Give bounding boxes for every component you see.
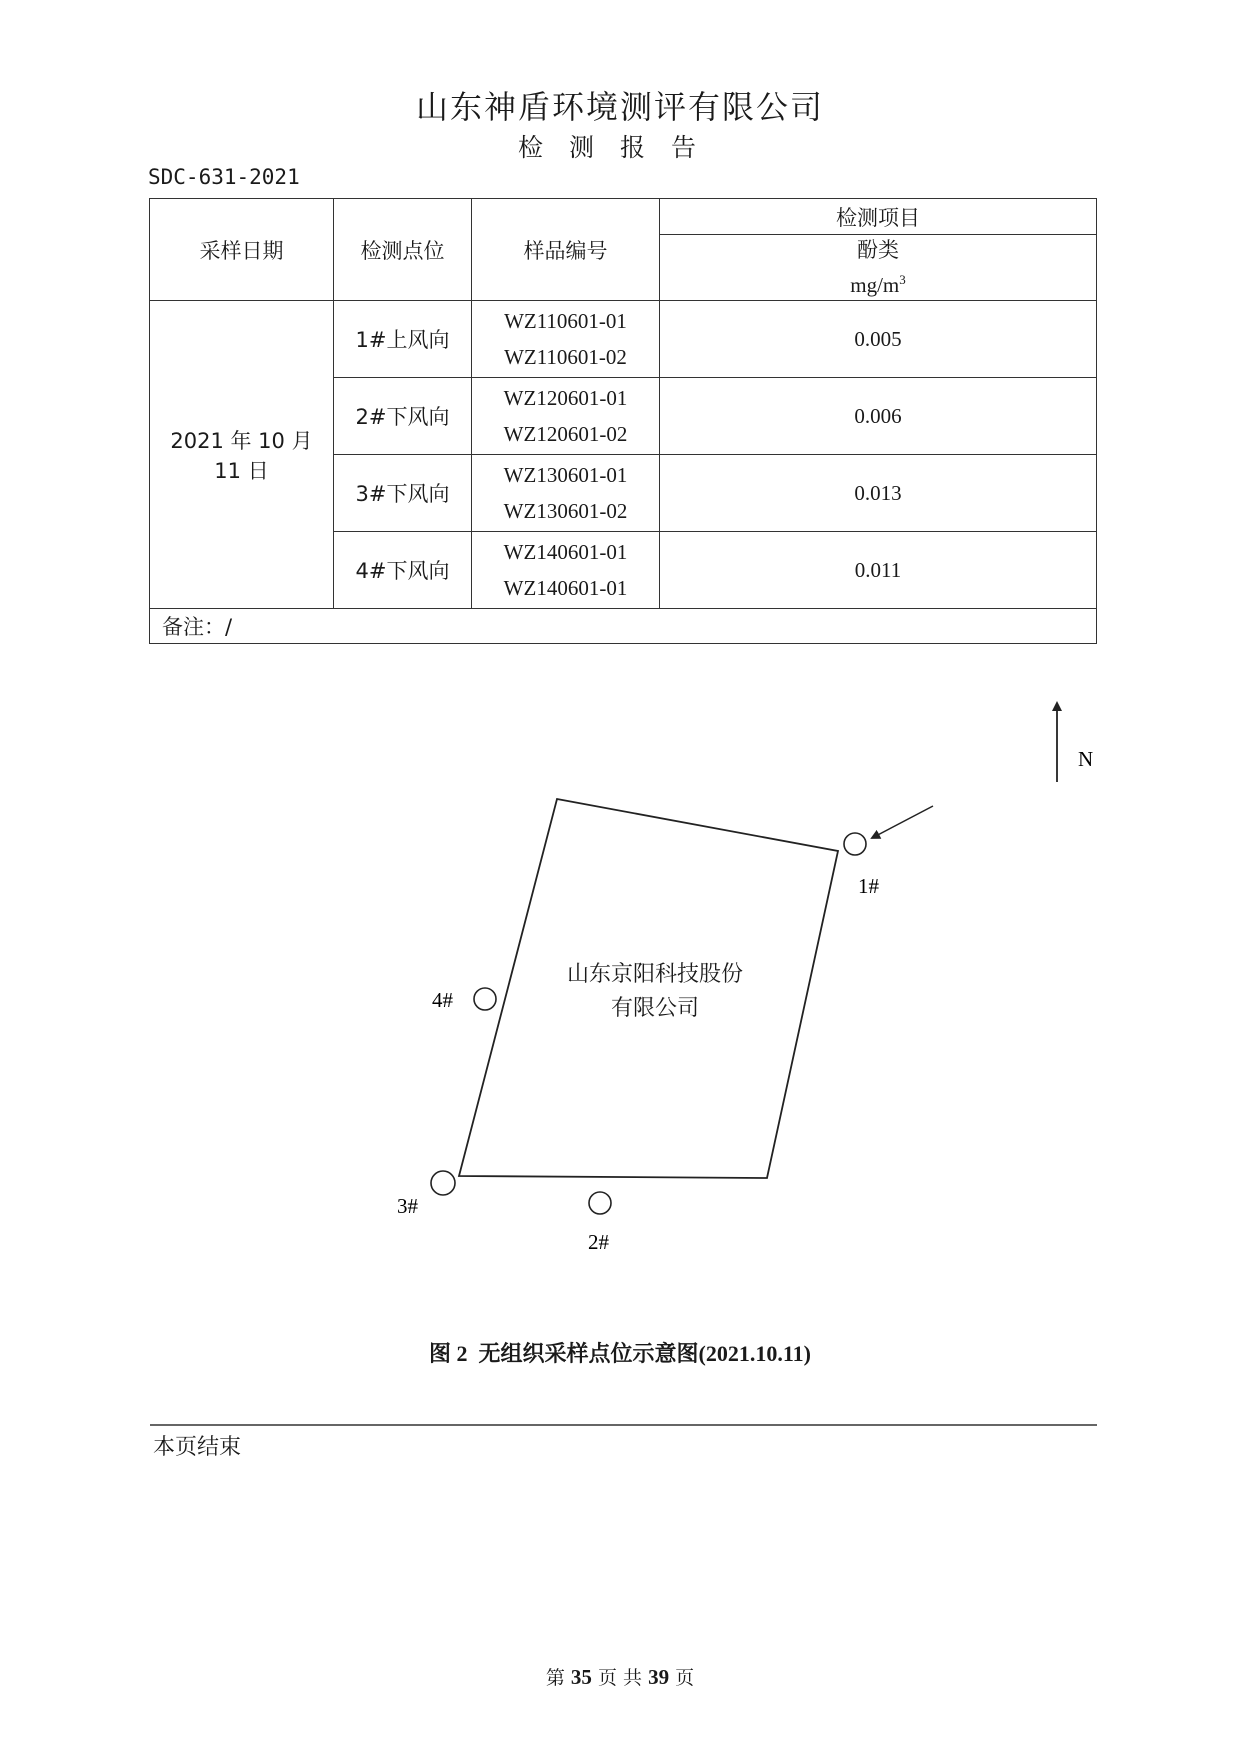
header-test-item-group: 检测项目 (660, 199, 1097, 235)
value-cell: 0.013 (660, 455, 1097, 532)
sample-cell: WZ140601-01 WZ140601-01 (472, 532, 660, 609)
wind-direction-arrow-icon (872, 806, 933, 838)
value-cell: 0.006 (660, 378, 1097, 455)
sampling-point-1-label: 1# (858, 874, 879, 898)
sampling-point-4-label: 4# (432, 988, 453, 1012)
sample-cell: WZ120601-01 WZ120601-02 (472, 378, 660, 455)
value-cell: 0.005 (660, 301, 1097, 378)
remark: 备注：/ (150, 609, 1097, 644)
point-cell: 1#上风向 (334, 301, 472, 378)
header-monitoring-point: 检测点位 (334, 199, 472, 301)
sampling-date-cell: 2021 年 10 月 11 日 (150, 301, 334, 609)
page-end-note: 本页结束 (153, 1435, 242, 1460)
document-title: 检测报告 (517, 133, 722, 162)
header-phenols: 酚类 (857, 238, 899, 262)
company-name: 山东神盾环境测评有限公司 (415, 88, 824, 126)
point-cell: 3#下风向 (334, 455, 472, 532)
sampling-point-1-marker (844, 833, 866, 855)
header-unit: $mg/m^3$ (850, 272, 906, 297)
north-label: N (1078, 747, 1094, 771)
sample-cell: WZ130601-01 WZ130601-02 (472, 455, 660, 532)
sampling-point-3-marker (431, 1171, 455, 1195)
sampling-point-2-marker (589, 1192, 611, 1214)
sampling-point-4-marker (474, 988, 496, 1010)
point-cell: 2#下风向 (334, 378, 472, 455)
report-number: SDC-631-2021 (148, 165, 300, 189)
point-cell: 4#下风向 (334, 532, 472, 609)
site-name: 山东京阳科技股份 有限公司 (566, 962, 743, 1021)
page-number: 第 35 页 共 39 页 (545, 1665, 695, 1689)
sample-cell: WZ110601-01 WZ110601-02 (472, 301, 660, 378)
header-sampling-date: 采样日期 (150, 199, 334, 301)
figure-caption: 图 2 无组织采样点位示意图(2021.10.11) (429, 1341, 811, 1367)
value-cell: 0.011 (660, 532, 1097, 609)
header-sample-number: 样品编号 (472, 199, 660, 301)
sampling-point-3-label: 3# (397, 1194, 418, 1218)
sampling-point-2-label: 2# (588, 1230, 609, 1254)
